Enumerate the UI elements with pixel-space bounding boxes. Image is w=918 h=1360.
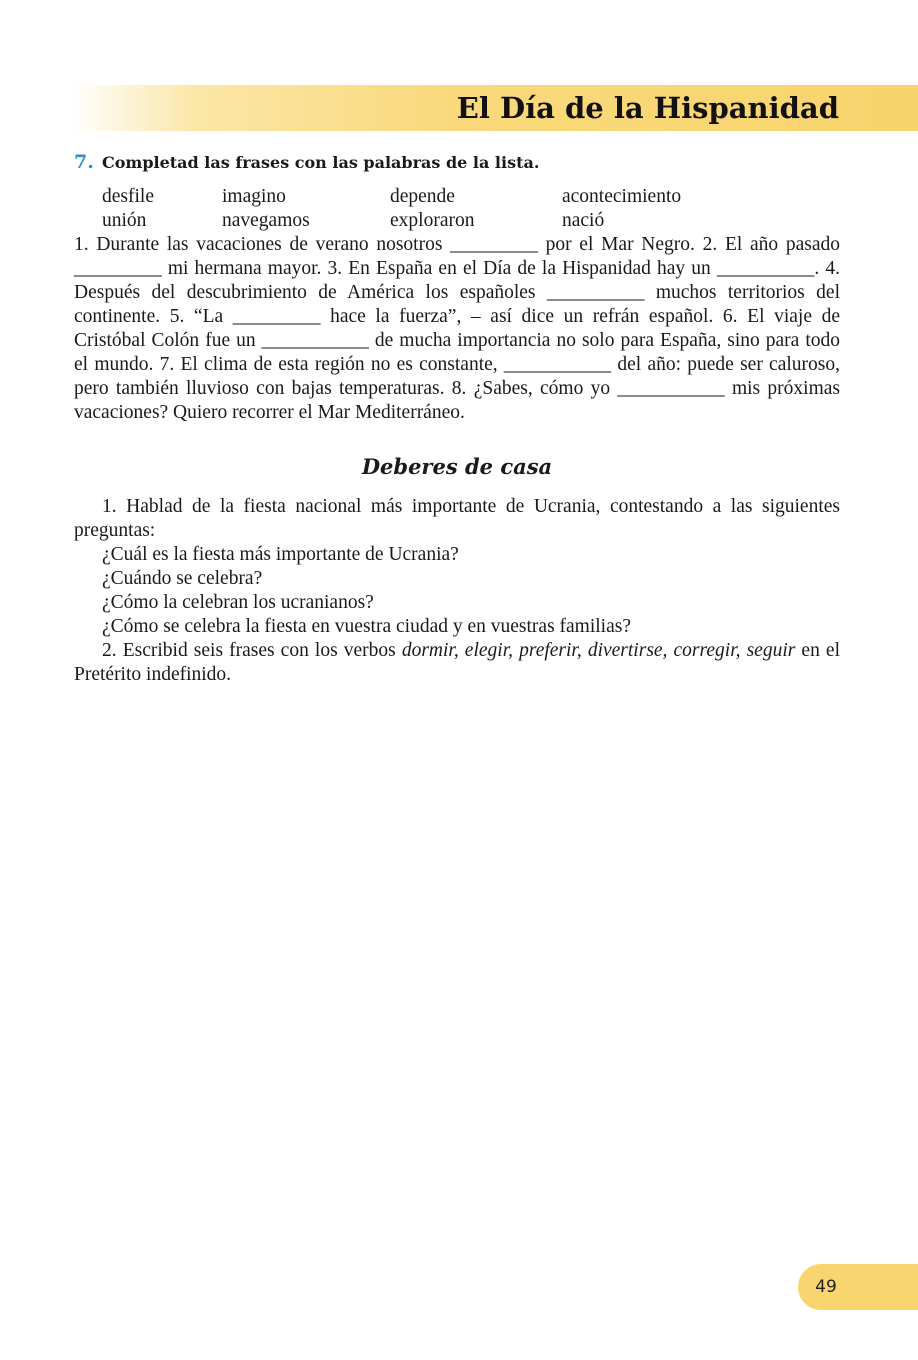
word-bank-item: exploraron — [390, 210, 475, 231]
homework-task-2-suffix: en el Pretérito indefinido. — [74, 640, 840, 685]
homework-title: Deberes de casa — [361, 454, 553, 479]
homework-task-2-prefix: 2. Escribid seis frases con los verbos — [102, 640, 402, 661]
homework-question: ¿Cómo se celebra la fiesta en vuestra ciudad y en vuestras familias? — [102, 616, 631, 637]
word-bank-item: imagino — [222, 186, 286, 207]
homework-question: ¿Cómo la celebran los ucranianos? — [102, 592, 374, 613]
word-bank — [102, 185, 840, 233]
word-bank-item: desfile — [102, 186, 154, 207]
homework-task-2 — [74, 639, 840, 687]
word-bank-item: nació — [562, 210, 605, 231]
exercise-heading — [74, 150, 840, 175]
word-bank-item: navegamos — [222, 210, 310, 231]
homework-task-2-verbs: dormir, elegir, preferir, divertirse, corregir, seguir — [401, 640, 796, 661]
homework-task-1: 1. Hablad de la fiesta nacional más importante de Ucrania, contestando a las siguientes preguntas: — [74, 496, 840, 541]
page-number: 49 — [815, 1277, 837, 1297]
exercise-text: 1. Durante las vacaciones de verano nosotros _________ por el Mar Negro. 2. El año pasado _________ mi hermana mayor. 3. En España en el Día de la Hispanidad hay un __________. 4. Después del descubrimiento de América los españoles __________ muchos territorios del continente. 5. “La _________ hace la fuerza”, – así dice un refrán español. 6. El viaje de Cristóbal Colón fue un ___________ de mucha importancia no solo para España, sino para todo el mundo. 7. El clima de esta región no es constante, ___________ del año: puede ser caluroso, pero también lluvioso con bajas temperaturas. 8. ¿Sabes, cómo yo ___________ mis próximas vacaciones? Quiero recorrer el Mar Mediterráneo. — [74, 234, 840, 423]
homework-question: ¿Cuál es la fiesta más importante de Ucrania? — [102, 544, 459, 565]
word-bank-item: depende — [390, 186, 455, 207]
homework-question: ¿Cuándo se celebra? — [102, 568, 263, 589]
exercise-instruction: Completad las frases con las palabras de la lista. — [102, 153, 540, 172]
page-title: El Día de la Hispanidad — [456, 91, 839, 125]
word-bank-item: unión — [102, 210, 147, 231]
page-content — [74, 150, 840, 687]
exercise-number: 7. — [74, 151, 94, 173]
word-bank-item: acontecimiento — [562, 186, 682, 207]
